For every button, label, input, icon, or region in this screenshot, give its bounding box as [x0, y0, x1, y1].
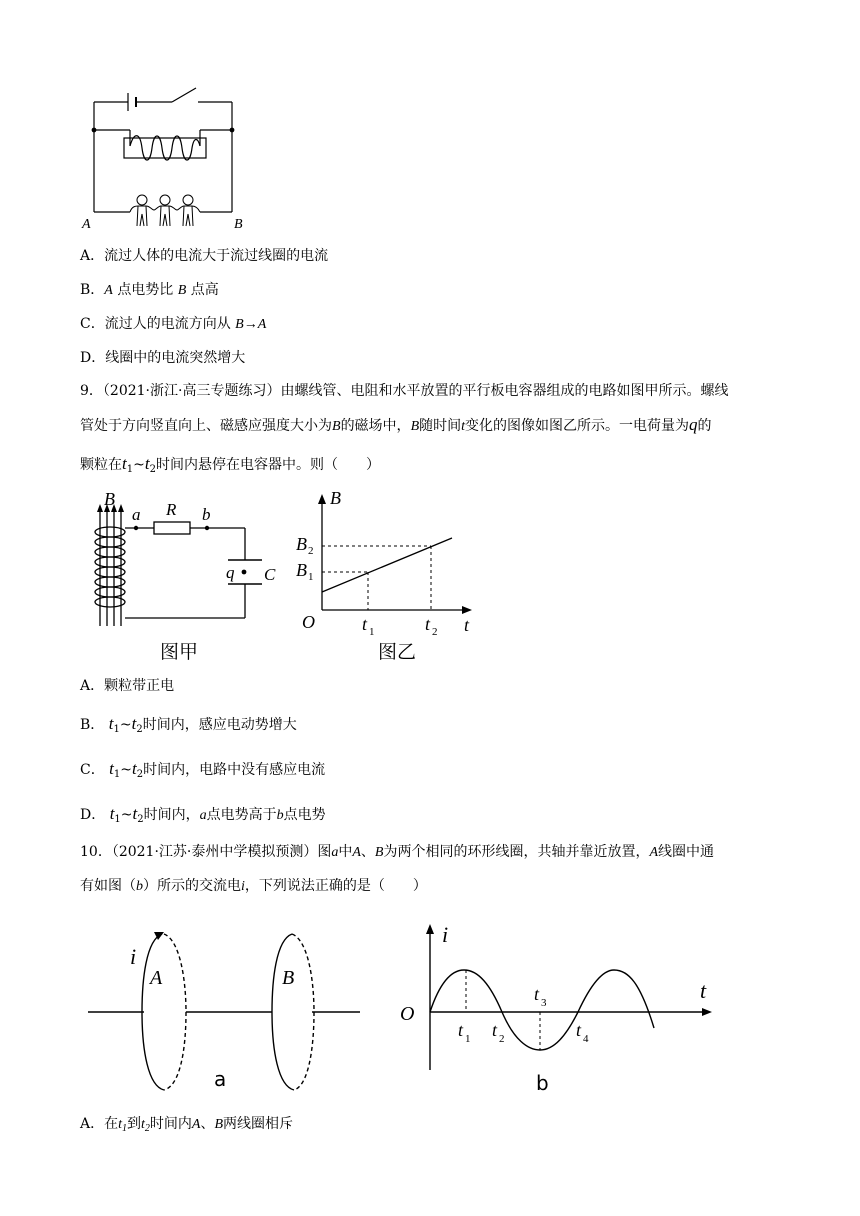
- q8-option-d[interactable]: D．线圈中的电流突然增大: [80, 350, 246, 366]
- q9-yi-t2: t: [425, 614, 431, 634]
- q8-option-c[interactable]: C．流过人的电流方向从 B→A: [80, 316, 267, 332]
- q9-jia-R: R: [166, 500, 177, 519]
- q10-b-axis-y: i: [442, 922, 449, 947]
- q9-option-a[interactable]: A．颗粒带正电: [80, 678, 175, 694]
- q9-stem-line2: 管处于方向竖直向上、磁感应强度大小为B的磁场中，B随时间t变化的图像如图乙所示。一电荷量为q的: [80, 415, 712, 434]
- q9-yi-B1-sub: 1: [308, 571, 314, 583]
- q8-option-b[interactable]: B．A 点电势比 B 点高: [80, 282, 219, 298]
- q10-a-A: A: [150, 967, 163, 989]
- q9-yi-B2-sub: 2: [308, 545, 314, 557]
- q9-figure-jia: [82, 488, 282, 668]
- q10-figure-a: [84, 920, 374, 1100]
- q10-b-t2: t: [492, 1020, 498, 1040]
- q8-option-a[interactable]: A．流过人体的电流大于流过线圈的电流: [80, 248, 329, 264]
- q9-jia-b: b: [202, 505, 211, 524]
- q10-b-t3: t: [534, 984, 540, 1004]
- q10-source: （2021·江苏·泰州中学模拟预测）: [111, 844, 318, 860]
- q9-yi-t1-sub: 1: [369, 626, 375, 638]
- q9-figure-yi: [292, 488, 492, 668]
- q10-figure-b: [392, 920, 722, 1100]
- q10-b-axis-x: t: [700, 978, 707, 1003]
- q8-circuit-figure: [80, 82, 250, 232]
- q9-stem-line3: 颗粒在$t_1\sim t_2$时间内悬停在电容器中。则（ ）: [80, 454, 380, 475]
- q10-stem-line1: 10．（2021·江苏·泰州中学模拟预测）图a中A、B为两个相同的环形线圈，共轴并靠近放置，A线圈中通: [80, 844, 715, 860]
- q9-yi-axis-x: t: [464, 615, 470, 635]
- q9-stem-line1: 9．（2021·浙江·高三专题练习）由螺线管、电阻和水平放置的平行板电容器组成的电路如图甲所示。螺线: [80, 383, 729, 399]
- q9-option-b[interactable]: B． $t_1\sim t_2$时间内，感应电动势增大: [80, 714, 297, 735]
- q10-b-t3-sub: 3: [541, 997, 547, 1009]
- q9-source: （2021·浙江·高三专题练习）: [102, 383, 281, 399]
- q8-label-a: A: [82, 217, 91, 232]
- q9-yi-t1: t: [362, 614, 368, 634]
- q8-label-b: B: [234, 217, 243, 232]
- q9-jia-B: B: [104, 489, 115, 509]
- q9-yi-axis-y: B: [330, 488, 341, 508]
- q10-a-i: i: [130, 944, 137, 969]
- q9-number: 9．: [80, 383, 103, 399]
- q9-option-c[interactable]: C． $t_1\sim t_2$时间内，电路中没有感应电流: [80, 759, 326, 780]
- q9-yi-B2: B: [296, 534, 307, 554]
- q9-yi-origin: O: [302, 612, 315, 632]
- q10-b-t1-sub: 1: [465, 1033, 471, 1045]
- q9-yi-B1: B: [296, 560, 307, 580]
- q10-option-a[interactable]: A．在$t_1$到$t_2$时间内A、B两线圈相斥: [80, 1116, 294, 1134]
- q9-yi-t2-sub: 2: [432, 626, 438, 638]
- q10-b-caption: b: [536, 1071, 549, 1095]
- q10-b-t2-sub: 2: [499, 1033, 505, 1045]
- q10-number: 10．: [80, 844, 112, 860]
- q9-jia-C: C: [264, 565, 276, 584]
- q10-b-t1: t: [458, 1020, 464, 1040]
- q10-b-origin: O: [400, 1003, 415, 1025]
- q9-jia-a: a: [132, 505, 141, 524]
- q9-jia-q: q: [226, 563, 235, 582]
- q9-jia-caption: 图甲: [160, 641, 199, 663]
- q9-option-d[interactable]: D． $t_1\sim t_2$时间内，a点电势高于b点电势: [80, 804, 326, 825]
- q10-a-caption: a: [214, 1067, 227, 1091]
- q9-yi-caption: 图乙: [378, 641, 417, 663]
- q10-b-t4-sub: 4: [583, 1033, 589, 1045]
- q10-b-t4: t: [576, 1020, 582, 1040]
- q10-a-B: B: [282, 967, 295, 989]
- q10-stem-line2: 有如图（b）所示的交流电i，下列说法正确的是（ ）: [80, 878, 427, 894]
